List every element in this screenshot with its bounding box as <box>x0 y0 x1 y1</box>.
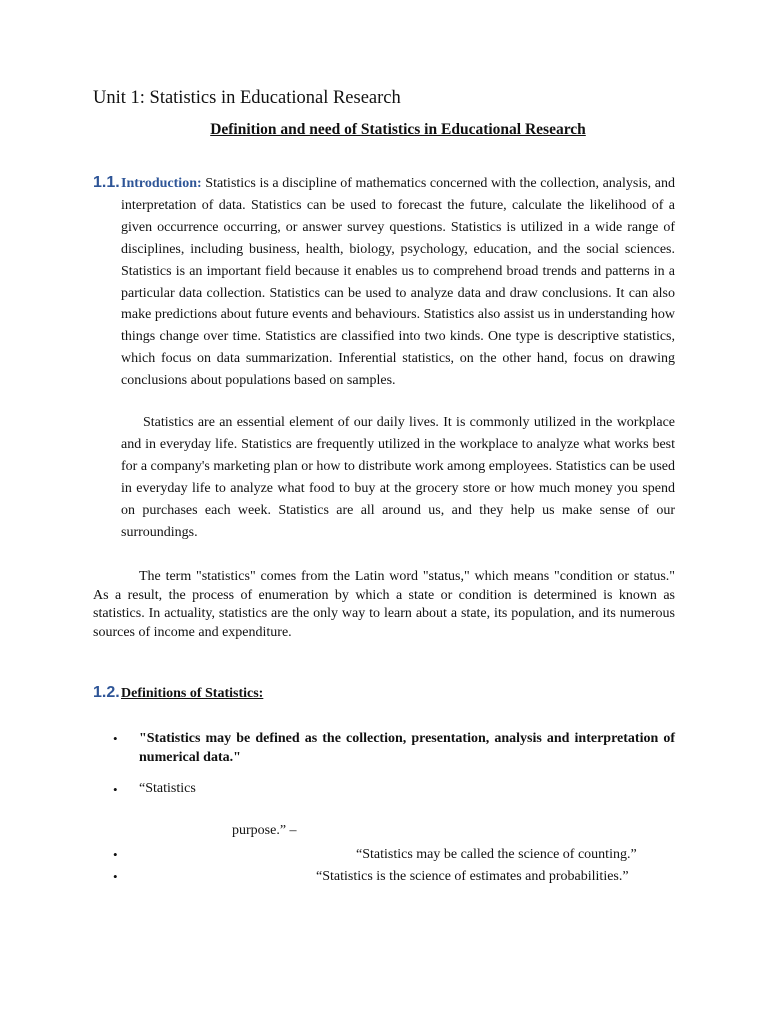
definition-item: "Statistics may be defined as the collection, presentation, analysis and interpretation of numerical data." <box>139 731 675 765</box>
bullet-icon: • <box>113 869 118 884</box>
bullet-icon: • <box>113 731 118 746</box>
definition-item: “Statistics is the science of estimates and probabilities.” <box>316 869 629 884</box>
definition-item: “Statistics <box>139 781 196 796</box>
bullet-icon: • <box>113 847 118 862</box>
introduction-text: Statistics is a discipline of mathematics concerned with the collection, analysis, and interpretation of data. Statistics can be used to forecast the future, calculate the likelihood of a given occurrence occurring, or answer survey questions. Statistics is utilized in a wide range of disciplines, including business, health, biology, psychology, education, and the social sciences. Statistics is an important field because it enables us to comprehend broad trends and patterns in a particular data collection. Statistics can be used to analyze data and draw conclusions. It can also make predictions about future events and behaviours. Statistics also assist us in understanding how things change over time. Statistics are classified into two kinds. One type is descriptive statistics, which focus on data summarization. Inferential statistics, on the other hand, focus on drawing conclusions about populations based on samples. <box>121 176 676 389</box>
daily-life-paragraph: Statistics are an essential element of our daily lives. It is commonly utilized in the workplace and in everyday life. Statistics are frequently utilized in the workplace to analyze what works best for a company's marketing plan or how to distribute work among employees. Statistics can be used in everyday life to analyze what food to buy at the grocery store or how much money you spend on purchases each week. Statistics are all around us, and they help us make sense of our surroundings. <box>121 415 675 540</box>
document-title: Definition and need of Statistics in Educational Research <box>210 121 586 138</box>
introduction-heading: Introduction: <box>121 176 202 191</box>
introduction-paragraph <box>121 173 675 392</box>
etymology-paragraph: The term "statistics" comes from the Latin word "status," which means "condition or status." As a result, the process of enumeration by which a state or condition is determined is known as statistics. In actuality, statistics are the only way to learn about a state, its population, and its numerous sources of income and expenditure. <box>93 569 675 640</box>
section-number-introduction: 1.1. <box>93 174 120 191</box>
bullet-icon: • <box>113 782 118 797</box>
section-number-definitions: 1.2. <box>93 684 120 701</box>
unit-title: Unit 1: Statistics in Educational Research <box>93 88 401 108</box>
definitions-heading: Definitions of Statistics: <box>121 686 264 701</box>
definition-item: “Statistics may be called the science of counting.” <box>356 847 637 862</box>
definition-item-continuation: purpose.” – <box>232 823 297 838</box>
